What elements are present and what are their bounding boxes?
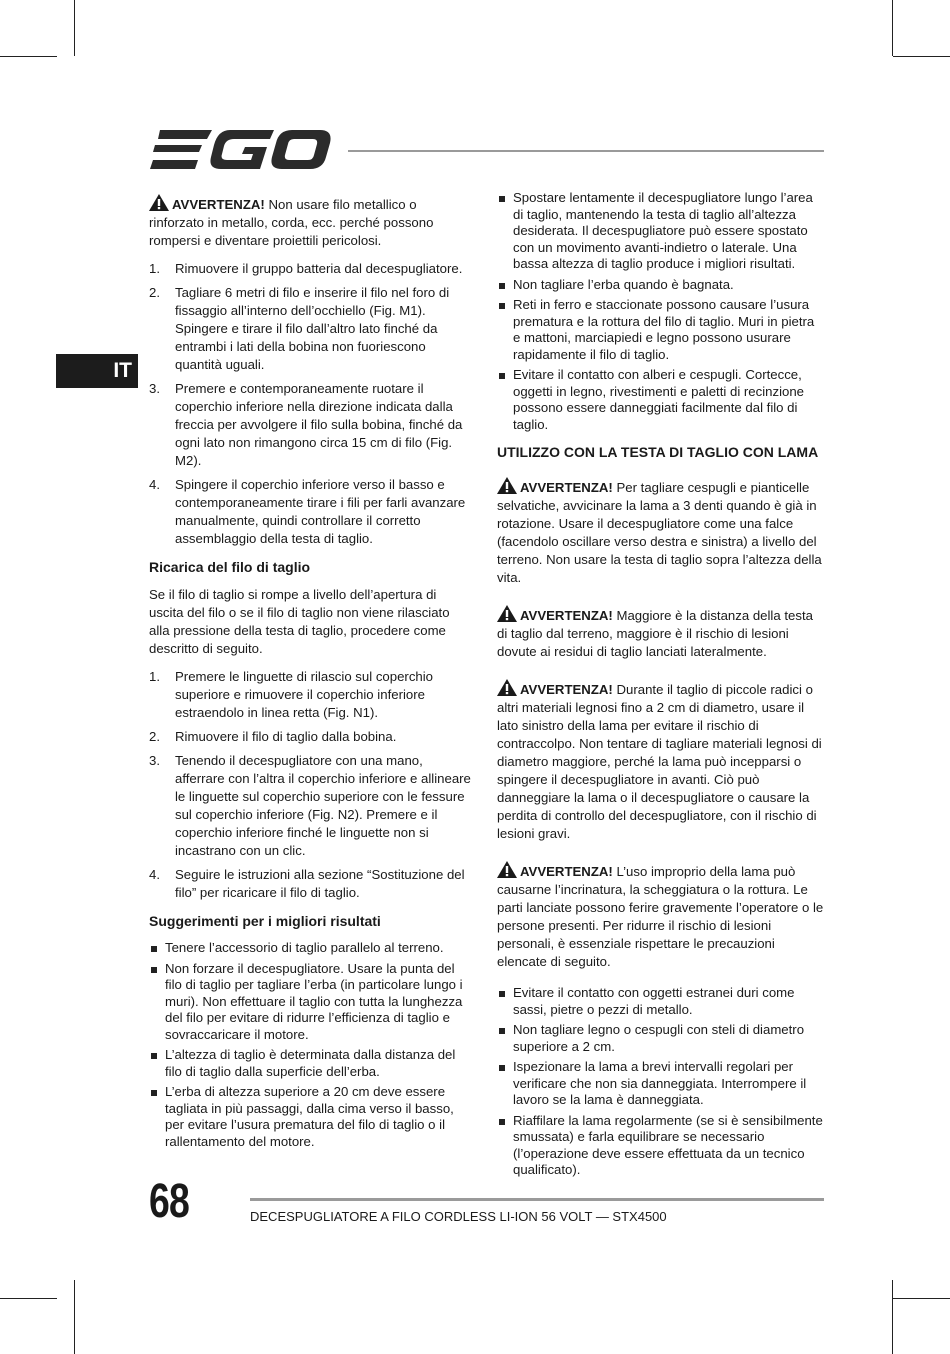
step-text: Premere le linguette di rilascio sul coperchio superiore e rimuovere il coperchio inferiore estraendolo in linea retta (Fig. N1). [175, 669, 434, 720]
bullet-text: Spostare lentamente il decespugliatore lungo l’area di taglio, mantenendo la testa di taglio all’altezza desiderata. Il decespugliatore può essere spostato con un movimento avanti-indietro o laterale. Una bassa altezza di taglio produce i migliori risultati. [513, 190, 813, 271]
list-item [497, 1113, 824, 1179]
list-item [149, 940, 471, 957]
step-number: 3. [149, 381, 160, 396]
list-item [497, 297, 824, 363]
warning-label: AVVERTENZA! [520, 864, 613, 879]
warning-icon [497, 477, 517, 494]
bullet-text: Reti in ferro e staccionate possono causare l’usura prematura e la rottura del filo di taglio. Muri in pietra e mattoni, marciapiedi e legno possono usurare rapidamente il filo di taglio. [513, 297, 815, 362]
warning-text: Maggiore è la distanza della testa di taglio dal terreno, maggiore è il rischio di lesioni dovute ai residui di taglio lanciati lateralmente. [497, 608, 813, 659]
steps-list [149, 260, 471, 548]
list-item [497, 277, 824, 294]
step-number: 1. [149, 669, 160, 684]
list-item [149, 476, 471, 548]
steps-list [149, 668, 471, 902]
section-heading: Suggerimenti per i migliori risultati [149, 913, 381, 929]
step-text: Seguire le istruzioni alla sezione “Sostituzione del filo” per ricaricare il filo di taglio. [175, 867, 465, 900]
step-text: Premere e contemporaneamente ruotare il coperchio inferiore nella direzione indicata dalla freccia per avvolgere il filo sulla bobina, finché da ogni lato non rimangono circa 15 cm di filo (Fig. M2). [175, 381, 463, 468]
warning-paragraph [497, 477, 824, 587]
list-item [149, 752, 471, 860]
footer-title: DECESPUGLIATORE A FILO CORDLESS LI-ION 56 VOLT — STX4500 [250, 1209, 667, 1224]
crop-mark [892, 0, 893, 56]
section-heading: UTILIZZO CON LA TESTA DI TAGLIO CON LAMA [497, 444, 819, 460]
bullet-icon [151, 946, 157, 952]
warning-text: L’uso improprio della lama può causarne l’incrinatura, la scheggiatura o la rottura. Le parti lanciate possono ferire gravemente l’operatore o le persone presenti. Per ridurre il rischio di lesioni personali, è essenziale rispettare le precauzioni elencate di seguito. [497, 864, 824, 969]
bullet-text: Non tagliare l’erba quando è bagnata. [513, 276, 734, 292]
bullet-list [497, 985, 824, 1179]
bullet-icon [499, 1065, 505, 1071]
list-item [149, 668, 471, 722]
list-item [497, 985, 824, 1018]
warning-label: AVVERTENZA! [172, 197, 265, 212]
step-number: 2. [149, 729, 160, 744]
crop-mark [0, 1298, 57, 1299]
step-text: Tenendo il decespugliatore con una mano, afferrare con l’altra il coperchio inferiore e allineare le linguette sul coperchio superiore con le fessure sul coperchio inferiore (Fig. N2). Premere e il coperchio inferiore finché le linguette non si incastrano con un clic. [175, 753, 471, 858]
bullet-text: Evitare il contatto con oggetti estranei duri come sassi, pietre o pezzi di metallo. [513, 985, 795, 1017]
bullet-icon [151, 967, 157, 973]
step-text: Rimuovere il filo di taglio dalla bobina. [175, 729, 397, 744]
list-item [149, 728, 471, 746]
paragraph: Se il filo di taglio si rompe a livello dell’apertura di uscita del filo o se il filo di taglio non viene rilasciato alla pressione della testa di taglio, procedere come descritto di seguito. [149, 587, 450, 656]
list-item [149, 961, 471, 1044]
warning-label: AVVERTENZA! [520, 608, 613, 623]
bullet-text: Riaffilare la lama regolarmente (se si è sensibilmente smussata) e farla equilibrare se necessario (l’operazione deve essere effettuata da un tecnico qualificato). [513, 1112, 823, 1177]
warning-label: AVVERTENZA! [520, 480, 613, 495]
bullet-text: Non tagliare legno o cespugli con steli di diametro superiore a 2 cm. [513, 1022, 805, 1054]
crop-mark [0, 56, 57, 57]
bullet-icon [499, 196, 505, 202]
warning-paragraph [149, 194, 471, 250]
list-item [497, 1022, 824, 1055]
warning-text: Non usare filo metallico o rinforzato in metallo, corda, ecc. perché possono rompersi e diventare proiettili pericolosi. [149, 197, 434, 248]
list-item [149, 380, 471, 470]
step-text: Tagliare 6 metri di filo e inserire il filo nel foro di fissaggio all’interno dell’occhiello (Fig. M1). Spingere e tirare il filo dall’altro lato finché da entrambi i lati della bobina non fuoriescono quantità uguali. [175, 285, 450, 372]
list-item [497, 367, 824, 433]
list-item [149, 1084, 471, 1150]
crop-mark [893, 56, 950, 57]
list-item [497, 1059, 824, 1109]
step-text: Rimuovere il gruppo batteria dal decespugliatore. [175, 261, 463, 276]
bullet-text: L’erba di altezza superiore a 20 cm deve essere tagliata in più passaggi, dalla cima verso il basso, per evitare l’usura prematura del filo di taglio o il rallentamento del motore. [165, 1084, 454, 1149]
list-item [149, 260, 471, 278]
crop-mark [74, 0, 75, 56]
list-item [497, 190, 824, 273]
bullet-icon [151, 1053, 157, 1059]
ego-logo [150, 130, 332, 172]
warning-icon [149, 194, 169, 211]
bullet-icon [151, 1090, 157, 1096]
step-number: 3. [149, 753, 160, 768]
step-number: 2. [149, 285, 160, 300]
warning-icon [497, 861, 517, 878]
bullet-text: Evitare il contatto con alberi e cespugli. Cortecce, oggetti in legno, rivestimenti e paletti di recinzione possono essere danneggiati facilmente dal filo di taglio. [513, 367, 805, 432]
warning-paragraph [497, 679, 824, 843]
step-text: Spingere il coperchio inferiore verso il basso e contemporaneamente tirare i fili per farli avanzare manualmente, quindi controllare il corretto assemblaggio della testa di taglio. [175, 477, 466, 546]
bullet-icon [499, 1028, 505, 1034]
bullet-list [149, 940, 471, 1150]
bullet-text: Non forzare il decespugliatore. Usare la punta del filo di taglio per tagliare l’erba (in particolare lungo i muri). Non effettuare il taglio con tutta la lunghezza del filo per evitare di ridurre l’efficienza di taglio e sovraccaricare il motore. [165, 960, 463, 1042]
bullet-icon [499, 303, 505, 309]
bullet-icon [499, 283, 505, 289]
bullet-text: L’altezza di taglio è determinata dalla distanza del filo di taglio dalla superficie dell’erba. [165, 1047, 456, 1079]
bullet-list [497, 190, 824, 433]
step-number: 1. [149, 261, 160, 276]
list-item [149, 1047, 471, 1080]
header-rule [348, 150, 824, 152]
step-number: 4. [149, 867, 160, 882]
warning-paragraph [497, 861, 824, 971]
warning-label: AVVERTENZA! [520, 682, 613, 697]
bullet-text: Ispezionare la lama a brevi intervalli regolari per verificare che non sia danneggiata. Interrompere il lavoro se la lama è danneggiata. [513, 1059, 807, 1107]
warning-icon [497, 679, 517, 696]
step-number: 4. [149, 477, 160, 492]
warning-icon [497, 605, 517, 622]
page-number: 68 [149, 1175, 190, 1228]
language-tab: IT [56, 354, 138, 388]
warning-paragraph [497, 605, 824, 661]
footer-rule [250, 1198, 824, 1201]
right-column [497, 190, 824, 1189]
crop-mark [893, 1298, 950, 1299]
crop-mark [74, 1280, 75, 1354]
warning-text: Durante il taglio di piccole radici o altri materiali legnosi fino a 2 cm di diametro, usare il lato sinistro della lama per evitare il rischio di contraccolpo. Non tentare di tagliare materiali legnosi di diametro maggiore, perché la lama può incepparsi o spingere il decespugliatore in avanti. Ciò può danneggiare la lama o il decespugliatore o causare la perdita di controllo del decespugliatore, con il rischio di lesioni gravi. [497, 682, 822, 841]
bullet-text: Tenere l’accessorio di taglio parallelo al terreno. [165, 940, 444, 955]
list-item [149, 866, 471, 902]
left-column [149, 194, 471, 1160]
list-item [149, 284, 471, 374]
crop-mark [892, 1280, 893, 1354]
bullet-icon [499, 1119, 505, 1125]
warning-text: Per tagliare cespugli e pianticelle selvatiche, avvicinare la lama a 3 denti quando è già in rotazione. Usare il decespugliatore come una falce (facendolo oscillare verso destra e sinistra) a livello del terreno. Non usare la testa di taglio sopra l’altezza della vita. [497, 480, 822, 585]
bullet-icon [499, 991, 505, 997]
section-heading: Ricarica del filo di taglio [149, 559, 311, 575]
bullet-icon [499, 373, 505, 379]
